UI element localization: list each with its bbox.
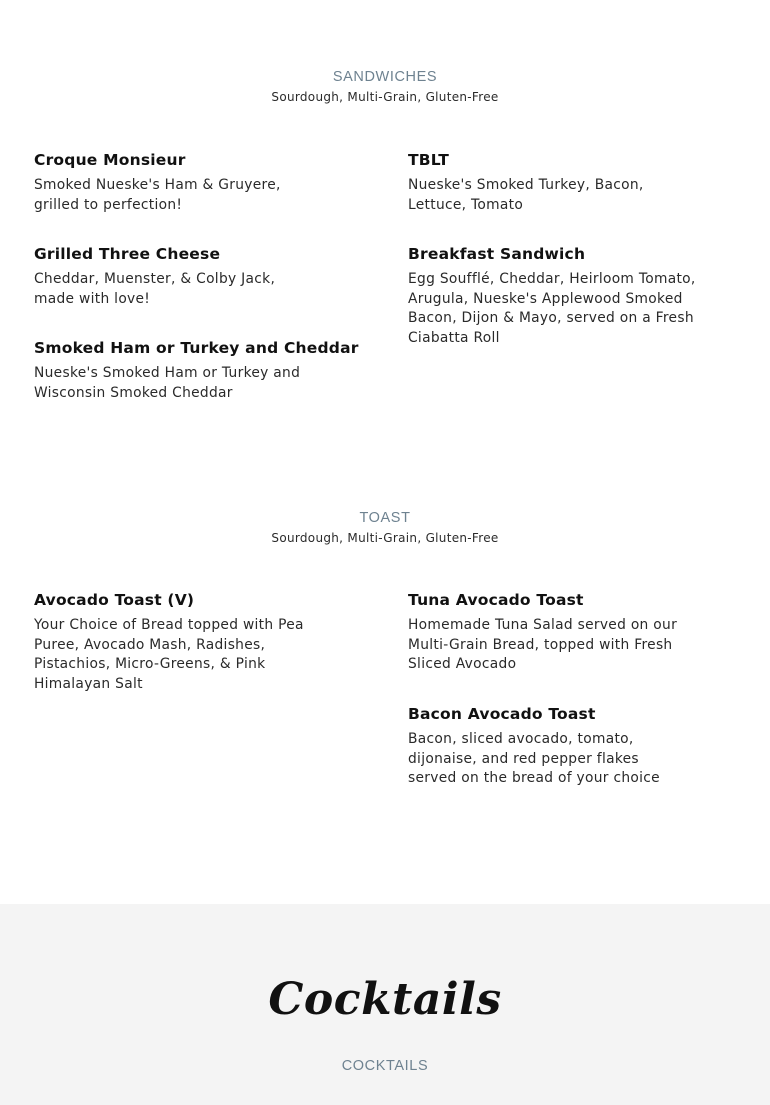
menu-item-name: Smoked Ham or Turkey and Cheddar bbox=[34, 339, 359, 357]
sandwiches-section-title: SANDWICHES bbox=[332, 69, 438, 85]
menu-item-description: Nueske's Smoked Turkey, Bacon, Lettuce, Tomato bbox=[408, 177, 644, 213]
menu-item-smoked-ham-or-turkey bbox=[34, 339, 359, 403]
menu-item-name: Grilled Three Cheese bbox=[34, 245, 221, 263]
menu-item-description: Cheddar, Muenster, & Colby Jack, made with love! bbox=[34, 271, 276, 307]
menu-item-name: Bacon Avocado Toast bbox=[408, 705, 596, 723]
menu-item-description: Bacon, sliced avocado, tomato, dijonaise, and red pepper flakes served on the bread of your choice bbox=[408, 731, 660, 786]
menu-item-croque-monsieur bbox=[34, 151, 354, 215]
cocktails-script-title: Cocktails bbox=[268, 974, 502, 1025]
menu-item-name: Tuna Avocado Toast bbox=[408, 591, 584, 609]
menu-item-tblt bbox=[408, 151, 728, 215]
menu-item-description: Egg Soufflé, Cheddar, Heirloom Tomato, Arugula, Nueske's Applewood Smoked Bacon, Dijon & Mayo, served on a Fresh Ciabatta Roll bbox=[408, 271, 696, 346]
cocktails-section-title: COCKTAILS bbox=[341, 1058, 429, 1074]
menu-item-description: Your Choice of Bread topped with Pea Puree, Avocado Mash, Radishes, Pistachios, Micro-Greens, & Pink Himalayan Salt bbox=[34, 617, 304, 692]
menu-item-name: Croque Monsieur bbox=[34, 151, 186, 169]
menu-item-description: Homemade Tuna Salad served on our Multi-Grain Bread, topped with Fresh Sliced Avocado bbox=[408, 617, 678, 672]
menu-item-grilled-three-cheese bbox=[34, 245, 354, 309]
menu-item-description: Smoked Nueske's Ham & Gruyere, grilled to perfection! bbox=[34, 177, 281, 213]
cocktails-section bbox=[0, 904, 770, 1105]
toast-section-title: TOAST bbox=[359, 510, 411, 526]
menu-item-name: Avocado Toast (V) bbox=[34, 591, 195, 609]
menu-item-bacon-avocado-toast bbox=[408, 705, 728, 789]
menu-item-avocado-toast bbox=[34, 591, 354, 694]
toast-section-subtitle: Sourdough, Multi-Grain, Gluten-Free bbox=[271, 531, 499, 545]
menu-item-name: TBLT bbox=[408, 151, 450, 169]
menu-item-name: Breakfast Sandwich bbox=[408, 245, 586, 263]
menu-item-description: Nueske's Smoked Ham or Turkey and Wisconsin Smoked Cheddar bbox=[34, 365, 301, 401]
menu-item-breakfast-sandwich bbox=[408, 245, 728, 348]
sandwiches-section-subtitle: Sourdough, Multi-Grain, Gluten-Free bbox=[271, 90, 499, 104]
menu-item-tuna-avocado-toast bbox=[408, 591, 728, 675]
